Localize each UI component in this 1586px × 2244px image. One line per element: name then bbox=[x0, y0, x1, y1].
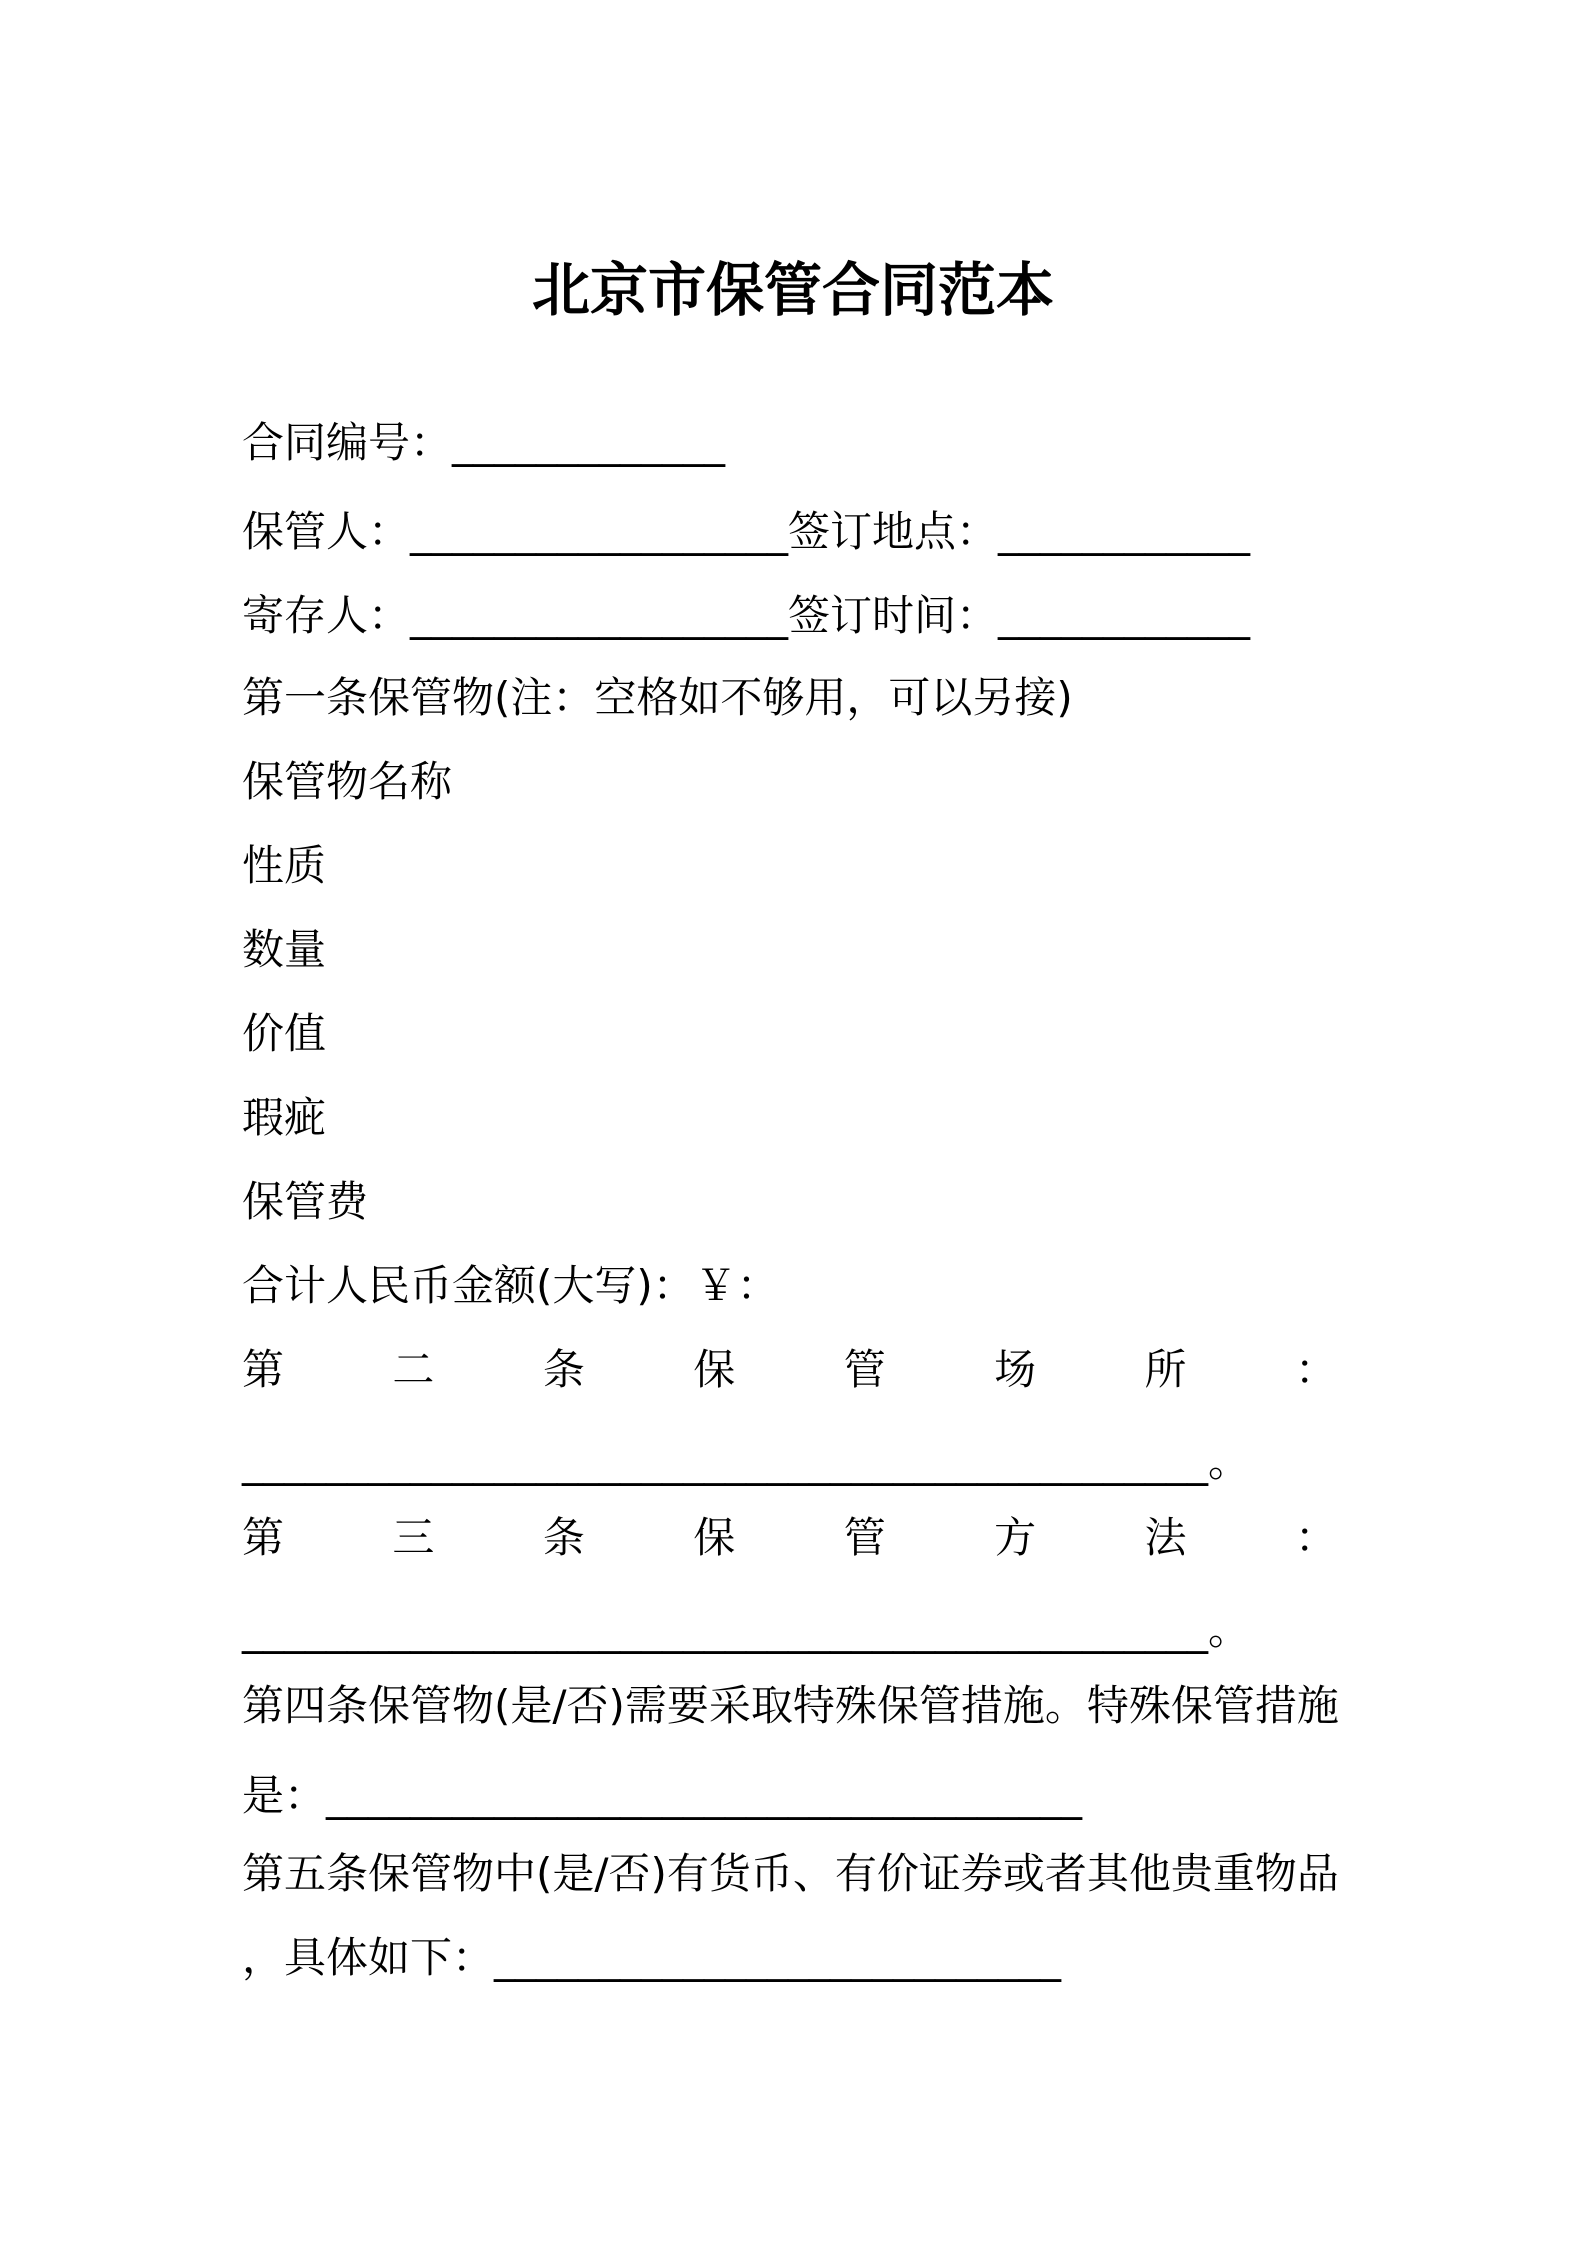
article-3-blank: ______________________________________________。 bbox=[242, 1605, 1251, 1654]
item-nature-label: 性质 bbox=[242, 841, 327, 890]
article-1-heading: 第一条保管物(注：空格如不够用，可以另接) bbox=[242, 673, 1073, 722]
sign-place-field: 签订地点：____________ bbox=[788, 507, 1251, 556]
article-3-char: 法 bbox=[1144, 1513, 1187, 1562]
item-value-label: 价值 bbox=[242, 1009, 327, 1058]
article-5-line-2: ，具体如下：___________________________ bbox=[242, 1933, 1062, 1982]
article-3-char: 第 bbox=[242, 1513, 285, 1562]
depositor-line bbox=[242, 586, 1362, 646]
contract-number-line: 合同编号：_____________ bbox=[242, 418, 726, 467]
depositor-field: 寄存人：__________________ bbox=[242, 591, 789, 640]
article-3-char: 条 bbox=[542, 1513, 585, 1562]
sign-time-field: 签订时间：____________ bbox=[788, 591, 1251, 640]
article-3-char: 三 bbox=[392, 1513, 435, 1562]
article-4-line-2: 是：____________________________________ bbox=[242, 1771, 1083, 1820]
total-amount-line: 合计人民币金额(大写)：￥： bbox=[242, 1261, 779, 1310]
article-3-char: 方 bbox=[994, 1513, 1037, 1562]
article-5-line-1: 第五条保管物中(是/否)有货币、有价证券或者其他贵重物品 bbox=[242, 1849, 1339, 1898]
item-fee-label: 保管费 bbox=[242, 1177, 369, 1226]
article-3-char: ： bbox=[1294, 1513, 1337, 1562]
article-2-char: ： bbox=[1294, 1345, 1337, 1394]
article-2-char: 条 bbox=[542, 1345, 585, 1394]
item-quantity-label: 数量 bbox=[242, 925, 327, 974]
article-2-char: 二 bbox=[392, 1345, 435, 1394]
article-2-char: 所 bbox=[1144, 1345, 1187, 1394]
article-2-char: 保 bbox=[693, 1345, 736, 1394]
item-defect-label: 瑕疵 bbox=[242, 1093, 327, 1142]
item-name-label: 保管物名称 bbox=[242, 757, 453, 806]
custodian-field: 保管人：__________________ bbox=[242, 507, 789, 556]
article-2-heading bbox=[242, 1340, 1337, 1400]
article-2-char: 第 bbox=[242, 1345, 285, 1394]
article-3-char: 保 bbox=[693, 1513, 736, 1562]
custodian-line bbox=[242, 502, 1362, 562]
article-2-blank: ______________________________________________。 bbox=[242, 1437, 1251, 1486]
article-3-char: 管 bbox=[843, 1513, 886, 1562]
article-2-char: 管 bbox=[843, 1345, 886, 1394]
article-2-char: 场 bbox=[994, 1345, 1037, 1394]
article-3-heading bbox=[242, 1508, 1337, 1568]
article-4-line-1: 第四条保管物(是/否)需要采取特殊保管措施。特殊保管措施 bbox=[242, 1681, 1339, 1730]
document-title: 北京市保管合同范本 bbox=[531, 256, 1054, 324]
